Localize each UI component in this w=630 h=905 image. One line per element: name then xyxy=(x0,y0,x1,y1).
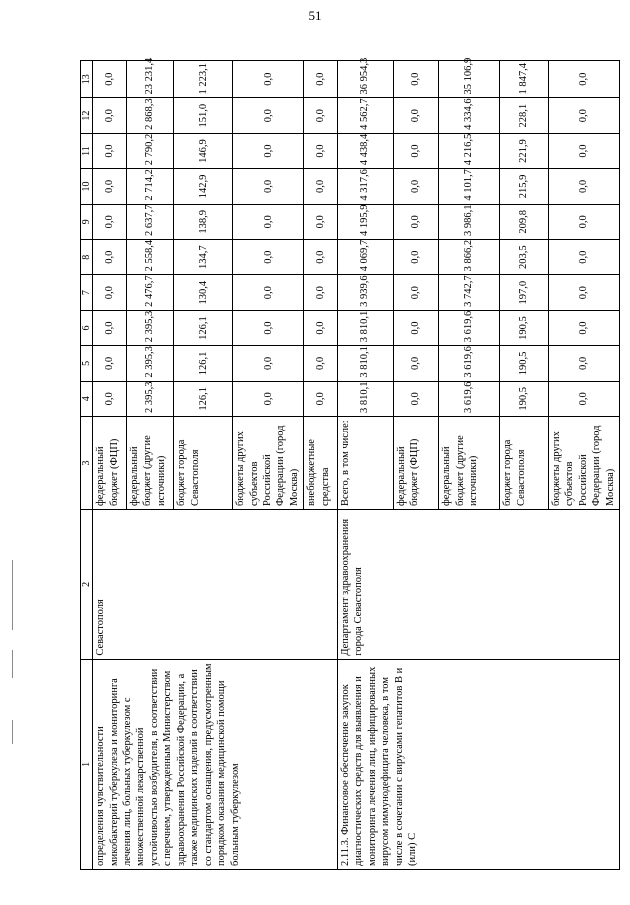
value-cell: 146,9 xyxy=(174,133,233,168)
value-cell: 0,0 xyxy=(304,346,337,381)
scan-edge-mark xyxy=(12,560,13,630)
value-cell: 221,9 xyxy=(500,133,549,168)
value-cell: 4 195,9 xyxy=(337,204,393,239)
column-number-cell: 10 xyxy=(81,169,93,204)
value-cell: 142,9 xyxy=(174,169,233,204)
column-number-cell: 3 xyxy=(81,416,93,509)
value-cell: 2 714,2 xyxy=(126,169,174,204)
rotated-table-wrapper xyxy=(80,57,620,870)
value-cell: 0,0 xyxy=(304,310,337,345)
value-cell: 0,0 xyxy=(393,204,439,239)
value-cell: 151,0 xyxy=(174,98,233,133)
column-number-cell: 1 xyxy=(81,659,93,869)
value-cell: 0,0 xyxy=(548,61,619,98)
value-cell: 2 868,3 xyxy=(126,98,174,133)
column-number-cell: 12 xyxy=(81,98,93,133)
value-cell: 130,4 xyxy=(174,275,233,310)
value-cell: 0,0 xyxy=(548,275,619,310)
executor-cell: Департамент здравоохранения города Севастополя xyxy=(337,510,619,660)
value-cell: 0,0 xyxy=(233,169,304,204)
value-cell: 0,0 xyxy=(393,346,439,381)
funding-source: бюджет города Севастополя xyxy=(174,416,233,509)
funding-source: внебюджетные средства xyxy=(304,416,337,509)
scan-edge-mark xyxy=(12,720,13,744)
value-cell: 0,0 xyxy=(233,310,304,345)
value-cell: 36 954,3 xyxy=(337,61,393,98)
value-cell: 3 986,1 xyxy=(439,204,500,239)
value-cell: 0,0 xyxy=(548,98,619,133)
value-cell: 0,0 xyxy=(304,204,337,239)
value-cell: 0,0 xyxy=(548,310,619,345)
value-cell: 2 395,3 xyxy=(126,346,174,381)
column-number-cell: 11 xyxy=(81,133,93,168)
value-cell: 4 101,7 xyxy=(439,169,500,204)
header-row xyxy=(81,61,93,870)
value-cell: 190,5 xyxy=(500,346,549,381)
value-cell: 0,0 xyxy=(233,240,304,275)
value-cell: 0,0 xyxy=(393,381,439,416)
measure-description: определения чувствительности микобактерий туберкулеза и мониторинга лечения лиц, больных туберкулезом с множественной лекарственной устойчивостью возбудителя, в соответствии с перечнем, утвержденным Министерством здравоохранения Российской Федерации, а также медицинских изделий в соответствии со стандартом оснащения, предусмотренным порядком оказания медицинской помощи больным туберкулезом xyxy=(93,659,338,869)
value-cell: 0,0 xyxy=(304,133,337,168)
value-cell: 2 476,7 xyxy=(126,275,174,310)
value-cell: 4 438,4 xyxy=(337,133,393,168)
value-cell: 4 069,7 xyxy=(337,240,393,275)
value-cell: 4 216,5 xyxy=(439,133,500,168)
column-number-cell: 4 xyxy=(81,381,93,416)
value-cell: 4 334,6 xyxy=(439,98,500,133)
value-cell: 2 395,3 xyxy=(126,381,174,416)
page-number: 51 xyxy=(308,8,322,23)
value-cell: 3 810,1 xyxy=(337,310,393,345)
value-cell: 2 637,7 xyxy=(126,204,174,239)
value-cell: 2 558,4 xyxy=(126,240,174,275)
value-cell: 134,7 xyxy=(174,240,233,275)
value-cell: 0,0 xyxy=(393,61,439,98)
value-cell: 0,0 xyxy=(93,381,126,416)
value-cell: 0,0 xyxy=(304,240,337,275)
value-cell: 0,0 xyxy=(548,204,619,239)
value-cell: 0,0 xyxy=(304,381,337,416)
value-cell: 0,0 xyxy=(93,61,126,98)
funding-source: федеральный бюджет (другие источники) xyxy=(439,416,500,509)
value-cell: 203,5 xyxy=(500,240,549,275)
column-number-cell: 5 xyxy=(81,346,93,381)
value-cell: 138,9 xyxy=(174,204,233,239)
table-row xyxy=(337,61,393,870)
value-cell: 228,1 xyxy=(500,98,549,133)
value-cell: 0,0 xyxy=(393,275,439,310)
value-cell: 23 231,4 xyxy=(126,61,174,98)
value-cell: 0,0 xyxy=(233,204,304,239)
value-cell: 0,0 xyxy=(93,133,126,168)
value-cell: 4 562,7 xyxy=(337,98,393,133)
funding-source: бюджет города Севастополя xyxy=(500,416,549,509)
value-cell: 0,0 xyxy=(548,169,619,204)
value-cell: 0,0 xyxy=(93,310,126,345)
funding-source: федеральный бюджет (другие источники) xyxy=(126,416,174,509)
value-cell: 0,0 xyxy=(304,169,337,204)
table-row xyxy=(93,61,126,870)
value-cell: 0,0 xyxy=(548,381,619,416)
value-cell: 126,1 xyxy=(174,381,233,416)
column-number-cell: 8 xyxy=(81,240,93,275)
value-cell: 126,1 xyxy=(174,310,233,345)
funding-source: федеральный бюджет (ФЦП) xyxy=(93,416,126,509)
value-cell: 0,0 xyxy=(548,133,619,168)
value-cell: 3 742,7 xyxy=(439,275,500,310)
value-cell: 4 317,6 xyxy=(337,169,393,204)
value-cell: 0,0 xyxy=(393,169,439,204)
value-cell: 3 810,1 xyxy=(337,381,393,416)
value-cell: 2 395,3 xyxy=(126,310,174,345)
column-number-cell: 2 xyxy=(81,510,93,660)
funding-source: федеральный бюджет (ФЦП) xyxy=(393,416,439,509)
value-cell: 190,5 xyxy=(500,381,549,416)
value-cell: 0,0 xyxy=(233,381,304,416)
value-cell: 209,8 xyxy=(500,204,549,239)
value-cell: 190,5 xyxy=(500,310,549,345)
value-cell: 0,0 xyxy=(93,346,126,381)
value-cell: 0,0 xyxy=(304,98,337,133)
measure-description: 2.11.3. Финансовое обеспечение закупок диагностических средств для выявления и мониторинга лечения лиц, инфицированных вирусом иммунодефицита человека, в том числе в сочетании с вирусами гепатитов В и (или) С xyxy=(337,659,619,869)
value-cell: 3 619,6 xyxy=(439,381,500,416)
value-cell: 0,0 xyxy=(233,275,304,310)
value-cell: 2 790,2 xyxy=(126,133,174,168)
value-cell: 0,0 xyxy=(93,98,126,133)
funding-source: Всего, в том числе: xyxy=(337,416,393,509)
value-cell: 0,0 xyxy=(93,204,126,239)
value-cell: 3 939,6 xyxy=(337,275,393,310)
value-cell: 3 810,1 xyxy=(337,346,393,381)
column-number-cell: 7 xyxy=(81,275,93,310)
column-number-cell: 13 xyxy=(81,61,93,98)
value-cell: 0,0 xyxy=(233,98,304,133)
value-cell: 0,0 xyxy=(548,240,619,275)
scan-edge-mark xyxy=(12,650,13,678)
value-cell: 0,0 xyxy=(393,98,439,133)
value-cell: 197,0 xyxy=(500,275,549,310)
value-cell: 0,0 xyxy=(304,275,337,310)
column-number-cell: 6 xyxy=(81,310,93,345)
value-cell: 3 619,6 xyxy=(439,310,500,345)
value-cell: 126,1 xyxy=(174,346,233,381)
value-cell: 35 106,9 xyxy=(439,61,500,98)
financing-table xyxy=(80,57,620,870)
value-cell: 0,0 xyxy=(393,133,439,168)
value-cell: 1 223,1 xyxy=(174,61,233,98)
value-cell: 0,0 xyxy=(93,275,126,310)
column-number-cell: 9 xyxy=(81,204,93,239)
value-cell: 3 866,2 xyxy=(439,240,500,275)
value-cell: 0,0 xyxy=(233,61,304,98)
value-cell: 3 619,6 xyxy=(439,346,500,381)
value-cell: 0,0 xyxy=(393,240,439,275)
value-cell: 215,9 xyxy=(500,169,549,204)
value-cell: 0,0 xyxy=(393,310,439,345)
value-cell: 1 847,4 xyxy=(500,61,549,98)
value-cell: 0,0 xyxy=(233,346,304,381)
value-cell: 0,0 xyxy=(304,61,337,98)
funding-source: бюджеты других субъектов Российской Федерации (город Москва) xyxy=(548,416,619,509)
value-cell: 0,0 xyxy=(93,169,126,204)
value-cell: 0,0 xyxy=(233,133,304,168)
funding-source: бюджеты других субъектов Российской Федерации (город Москва) xyxy=(233,416,304,509)
value-cell: 0,0 xyxy=(93,240,126,275)
value-cell: 0,0 xyxy=(548,346,619,381)
executor-cell: Севастополя xyxy=(93,510,338,660)
